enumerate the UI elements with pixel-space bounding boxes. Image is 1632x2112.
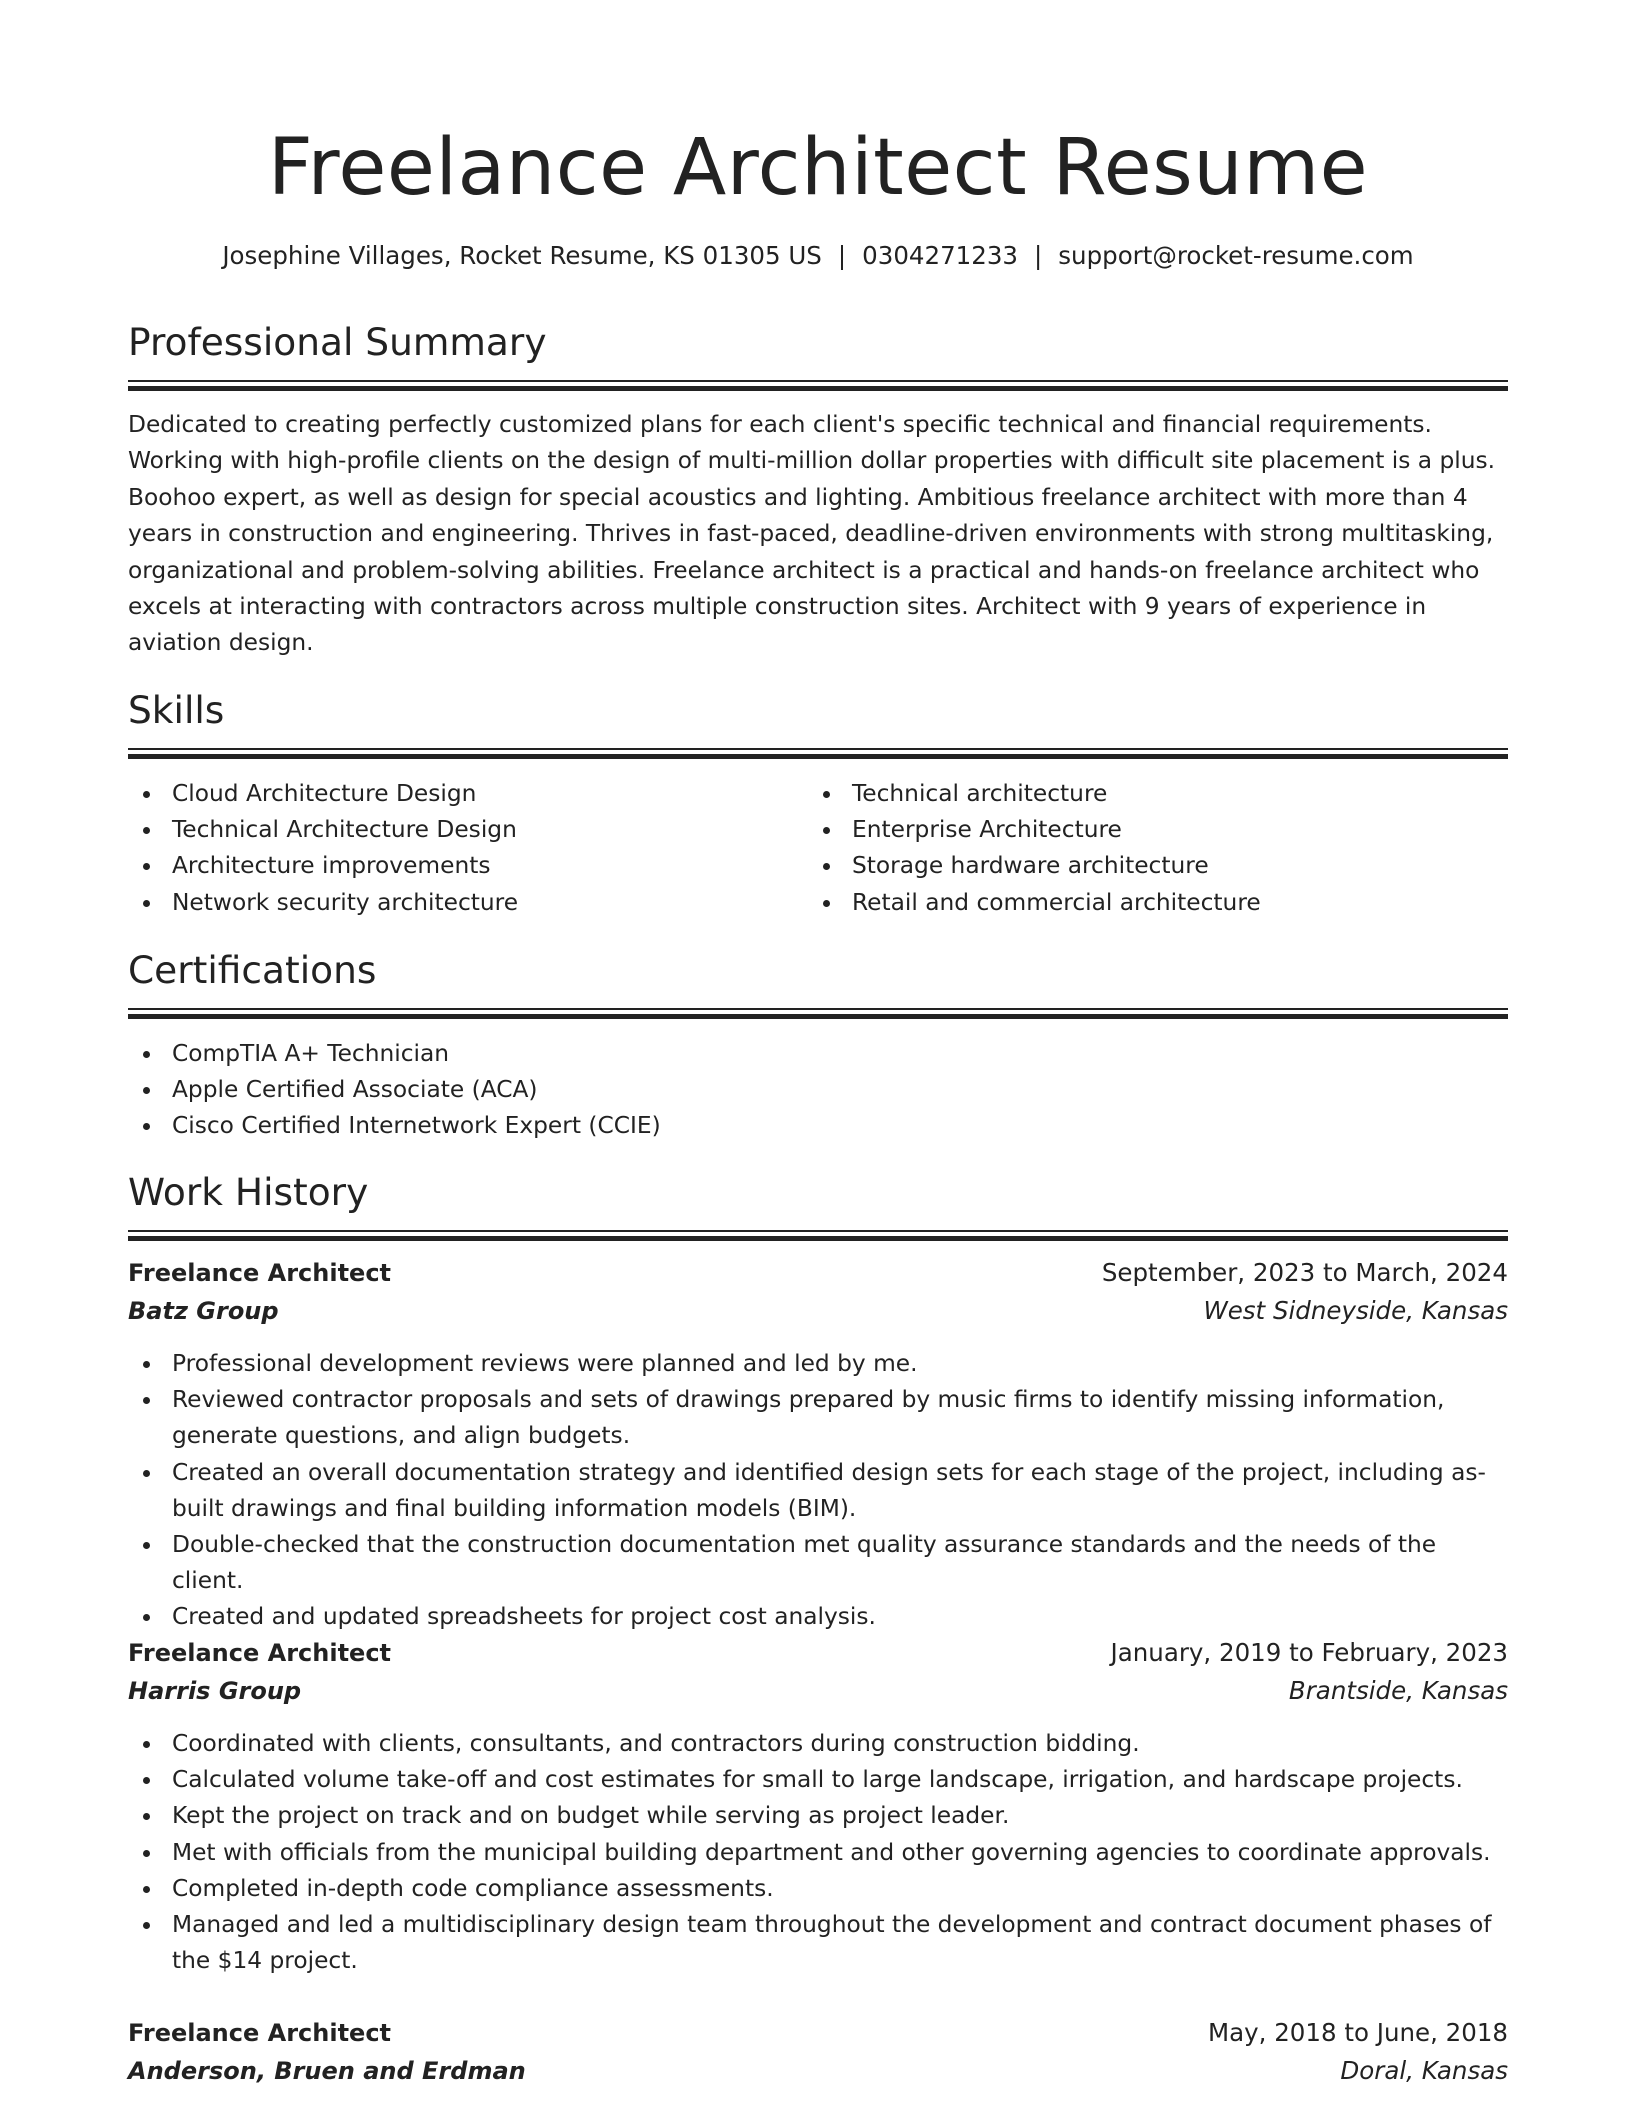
skills-section [128,684,1508,921]
job-company: Harris Group [128,1677,302,1705]
job-company-row [128,2052,1508,2090]
job-bullet: Professional development reviews were planned and led by me. [128,1346,1508,1382]
job-dates: January, 2019 to February, 2023 [1110,1638,1508,1667]
job-bullet: Double-checked that the construction documentation met quality assurance standards and the needs of the client. [128,1527,1508,1599]
skill-item: Retail and commercial architecture [808,885,1488,921]
job-header-row [128,1254,1508,1292]
skill-item: Enterprise Architecture [808,812,1488,848]
job-dates: September, 2023 to March, 2024 [1101,1258,1508,1287]
skills-list-right [808,776,1488,921]
summary-section [128,316,1508,662]
job-bullet: Completed in-depth code compliance assessments. [128,1871,1508,1907]
skill-item: Storage hardware architecture [808,848,1488,884]
summary-text: Dedicated to creating perfectly customized plans for each client's specific technical and financial requirements. Working with high-profile clients on the design of multi-million dollar properties with difficult site placement is a plus. Boohoo expert, as well as design for special acoustics and lighting. Ambitious freelance architect with more than 4 years in construction and engineering. Thrives in fast-paced, deadline-driven environments with strong multitasking, organizational and problem-solving abilities. Freelance architect is a practical and hands-on freelance architect who excels at interacting with contractors across multiple construction sites. Architect with 9 years of experience in aviation design. [128,411,1496,657]
job-bullet-list [128,1726,1508,1979]
job-bullet: Calculated volume take-off and cost estimates for small to large landscape, irrigation, and hardscape projects. [128,1762,1508,1798]
job-dates: May, 2018 to June, 2018 [1207,2018,1508,2047]
section-divider [128,1008,1508,1019]
job-location: West Sidneyside, Kansas [1203,1296,1508,1325]
skill-item: Technical architecture [808,776,1488,812]
skills-list-left [128,776,808,921]
section-divider [128,380,1508,391]
job-bullet: Met with officials from the municipal building department and other governing agencies to coordinate approvals. [128,1835,1508,1871]
certifications-section [128,944,1508,1145]
certification-item: Apple Certified Associate (ACA) [128,1072,1508,1108]
skills-grid [128,776,1508,921]
job-title: Freelance Architect [128,1259,392,1287]
certifications-heading: Certifications [128,948,377,992]
contact-phone: 0304271233 [862,241,1019,270]
certification-item: Cisco Certified Internetwork Expert (CCIE) [128,1108,1508,1144]
work-history-section [128,1166,1508,1241]
job-entry [128,1634,1508,1979]
job-bullet: Managed and led a multidisciplinary design team throughout the development and contract document phases of the $14 project. [128,1907,1508,1979]
resume-title: Freelance Architect Resume [267,123,1369,213]
job-title: Freelance Architect [128,1639,392,1667]
skill-item: Cloud Architecture Design [128,776,808,812]
job-company-row [128,1672,1508,1710]
job-bullet: Created an overall documentation strategy and identified design sets for each stage of the project, including as-built drawings and final building information models (BIM). [128,1455,1508,1527]
job-location: Brantside, Kansas [1288,1676,1508,1705]
job-title: Freelance Architect [128,2019,392,2047]
job-bullet: Coordinated with clients, consultants, and contractors during construction bidding. [128,1726,1508,1762]
job-header-row [128,1634,1508,1672]
job-entry [128,2014,1508,2090]
contact-address: Josephine Villages, Rocket Resume, KS 01305 US [222,241,822,270]
job-bullet: Kept the project on track and on budget while serving as project leader. [128,1798,1508,1834]
skill-item: Network security architecture [128,885,808,921]
summary-heading: Professional Summary [128,320,547,364]
contact-email[interactable]: support@rocket-resume.com [1058,241,1414,270]
certification-item: CompTIA A+ Technician [128,1036,1508,1072]
job-location: Doral, Kansas [1340,2056,1508,2085]
work-history-heading: Work History [128,1170,369,1214]
certifications-list [128,1036,1508,1145]
job-company: Anderson, Bruen and Erdman [128,2057,526,2085]
skills-heading: Skills [128,688,225,732]
skill-item: Technical Architecture Design [128,812,808,848]
job-bullet: Created and updated spreadsheets for project cost analysis. [128,1599,1508,1635]
section-divider [128,748,1508,759]
job-company: Batz Group [128,1297,279,1325]
job-bullet: Reviewed contractor proposals and sets of drawings prepared by music firms to identify missing information, generate questions, and align budgets. [128,1382,1508,1454]
contact-separator: | [1034,241,1043,270]
skill-item: Architecture improvements [128,848,808,884]
contact-line [128,238,1508,274]
job-header-row [128,2014,1508,2052]
job-bullet-list [128,1346,1508,1636]
job-company-row [128,1292,1508,1330]
contact-separator: | [837,241,847,270]
section-divider [128,1230,1508,1241]
job-entry [128,1254,1508,1636]
